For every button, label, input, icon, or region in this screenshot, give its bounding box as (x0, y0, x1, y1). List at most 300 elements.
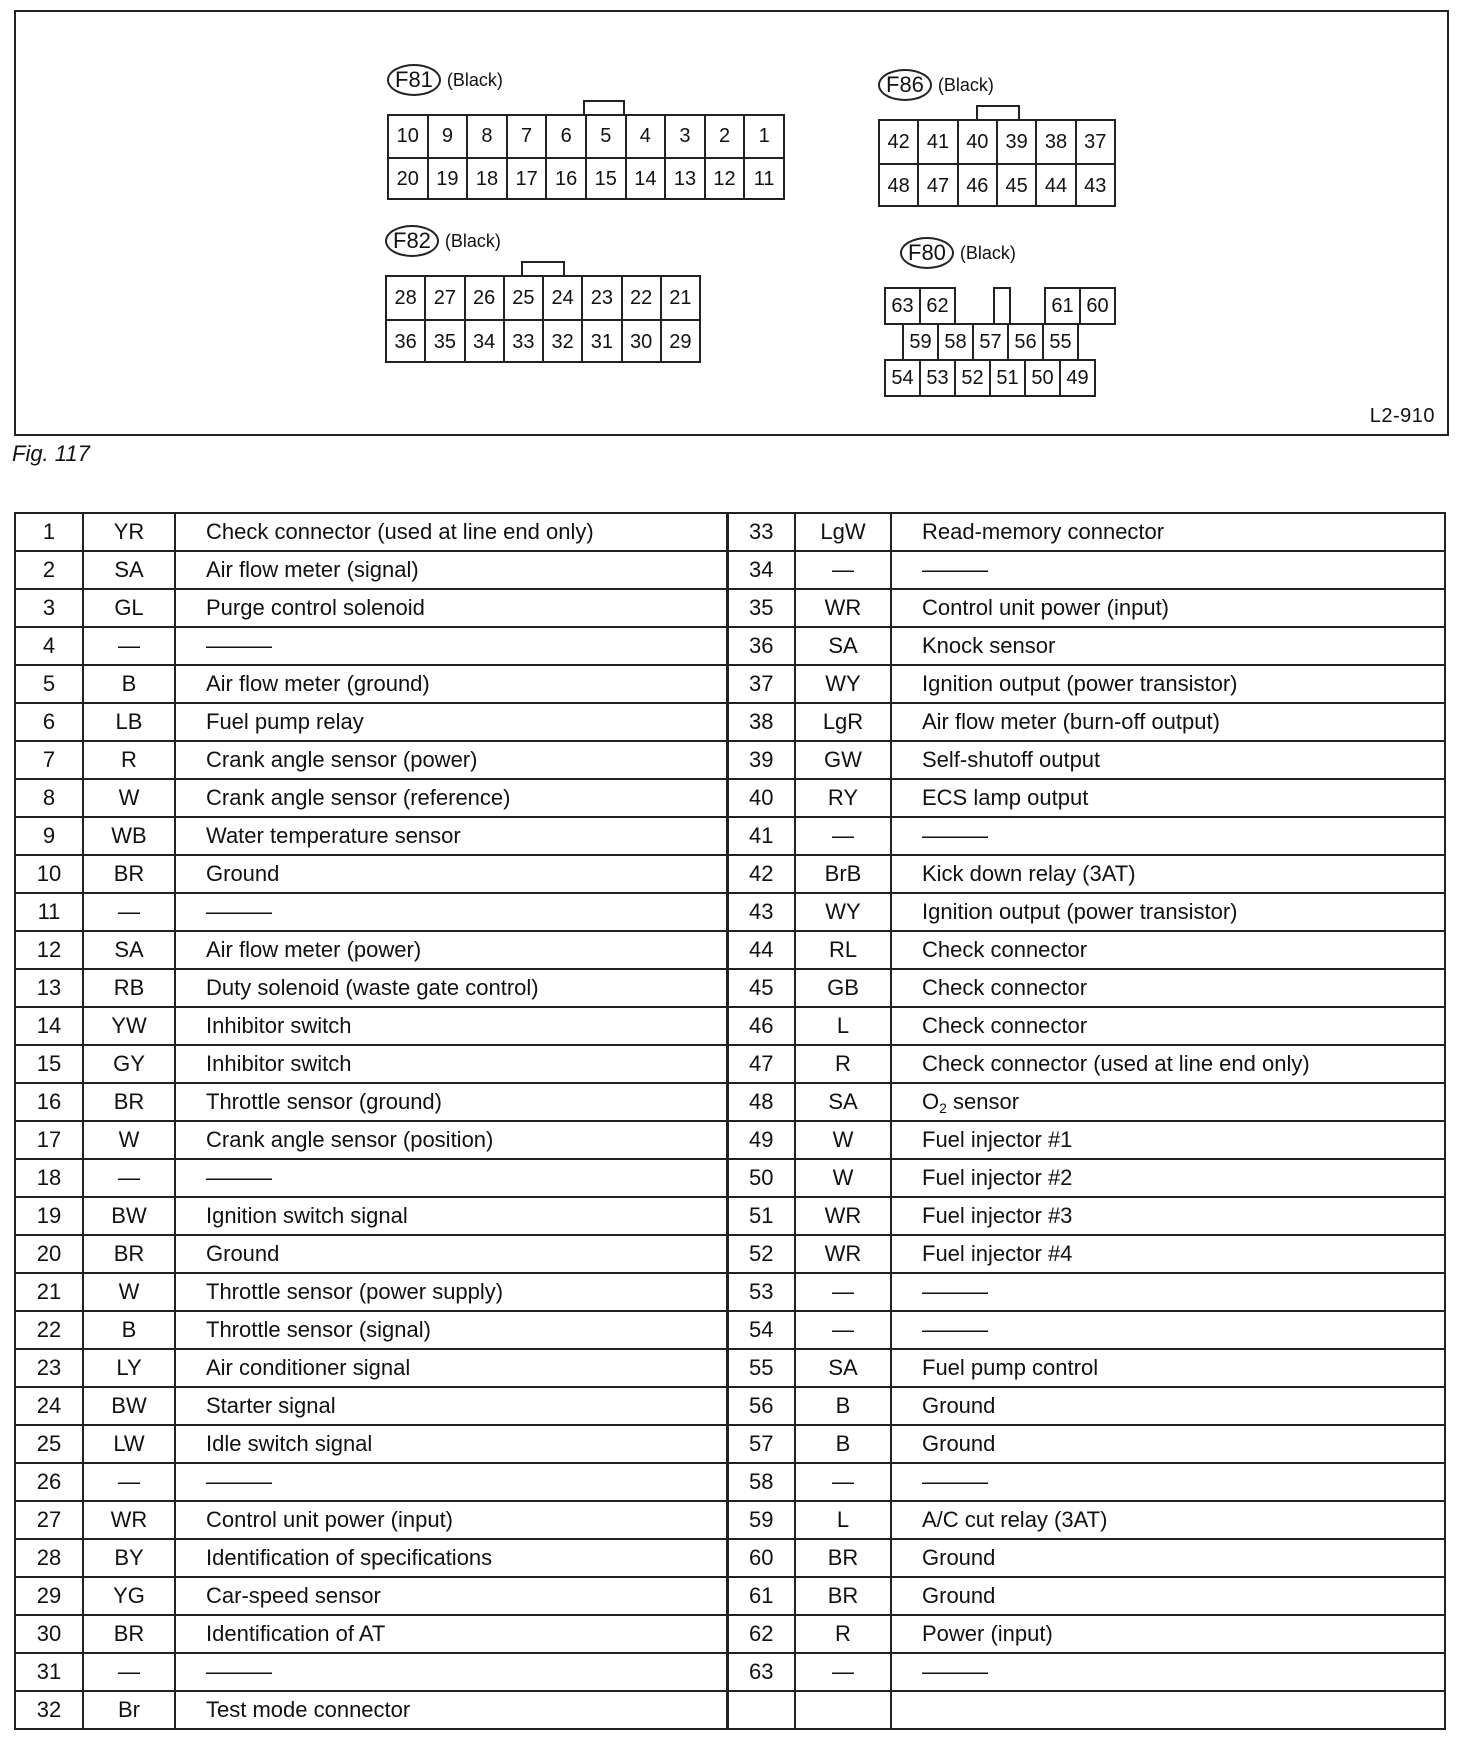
pin-cell: 40 (959, 121, 998, 163)
pin-number: 56 (727, 1387, 795, 1425)
pin-description: Ground (891, 1577, 1445, 1615)
wire-color: GY (83, 1045, 175, 1083)
wire-color: LgW (795, 513, 891, 551)
pin-number: 32 (15, 1691, 83, 1729)
connector-color: (Black) (959, 242, 1016, 263)
description-subscript: 2 (939, 1099, 947, 1116)
pin-cell: 34 (466, 321, 505, 363)
pin-number: 1 (15, 513, 83, 551)
pin-number: 35 (727, 589, 795, 627)
wire-color: L (795, 1501, 891, 1539)
pin-cell: 13 (666, 159, 706, 200)
pin-description: Air conditioner signal (175, 1349, 727, 1387)
pin-cell: 11 (753, 168, 775, 190)
pin-description: Check connector (used at line end only) (891, 1045, 1445, 1083)
wire-color: WY (795, 893, 891, 931)
wire-color: RB (83, 969, 175, 1007)
pin-number: 12 (15, 931, 83, 969)
wire-color: — (83, 1653, 175, 1691)
wire-color: SA (795, 1349, 891, 1387)
pin-number: 41 (727, 817, 795, 855)
wire-color: BR (83, 855, 175, 893)
wire-color: R (795, 1615, 891, 1653)
pin-cell: 57 (972, 323, 1009, 361)
table-row (15, 779, 1445, 817)
wire-color: WR (795, 1197, 891, 1235)
pin-description: Ground (175, 855, 727, 893)
pin-cell: 44 (1037, 165, 1076, 207)
pin-cell: 27 (426, 277, 465, 319)
table-row (15, 741, 1445, 779)
table-row (15, 969, 1445, 1007)
pin-cell: 37 (1084, 130, 1107, 153)
pin-cell: 43 (1084, 174, 1107, 197)
table-row (15, 627, 1445, 665)
pin-cell: 9 (429, 116, 469, 157)
wire-color: W (83, 1273, 175, 1311)
pin-cell: 18 (468, 159, 508, 200)
connector-figure (14, 10, 1449, 436)
figure-caption: Fig. 117 (12, 441, 90, 466)
pin-number: 51 (727, 1197, 795, 1235)
pin-cell: 15 (587, 159, 627, 200)
pin-cell: 16 (547, 159, 587, 200)
pin-cell: 23 (583, 277, 622, 319)
pin-number: 43 (727, 893, 795, 931)
pin-number: 23 (15, 1349, 83, 1387)
pin-cell: 39 (998, 121, 1037, 163)
pin-cell: 24 (544, 277, 583, 319)
wire-color: — (83, 627, 175, 665)
pin-number: 40 (727, 779, 795, 817)
pin-description: Check connector (891, 1007, 1445, 1045)
pin-number: 18 (15, 1159, 83, 1197)
pin-description: Check connector (891, 931, 1445, 969)
connector-color: (Black) (444, 230, 501, 251)
pin-description: Fuel injector #1 (891, 1121, 1445, 1159)
wire-color: WR (83, 1501, 175, 1539)
table-row (15, 1691, 1445, 1729)
pin-description: Air flow meter (ground) (175, 665, 727, 703)
pin-description: ——— (891, 1311, 1445, 1349)
wire-color: B (83, 665, 175, 703)
pin-number (727, 1691, 795, 1729)
table-row (15, 1083, 1445, 1121)
pin-number: 46 (727, 1007, 795, 1045)
wire-color: RL (795, 931, 891, 969)
table-row (15, 931, 1445, 969)
pin-description: Purge control solenoid (175, 589, 727, 627)
pin-description: ——— (175, 1653, 727, 1691)
wire-color: BrB (795, 855, 891, 893)
pin-cell: 8 (468, 116, 508, 157)
wire-color: — (795, 1311, 891, 1349)
pin-cell: 46 (959, 165, 998, 207)
pin-description: Ground (891, 1425, 1445, 1463)
pin-number: 14 (15, 1007, 83, 1045)
wire-color: WR (795, 589, 891, 627)
pin-description: Check connector (891, 969, 1445, 1007)
pin-number: 49 (727, 1121, 795, 1159)
pin-number: 38 (727, 703, 795, 741)
table-row (15, 1501, 1445, 1539)
wire-color: WB (83, 817, 175, 855)
pin-cell: 7 (508, 116, 548, 157)
pin-number: 45 (727, 969, 795, 1007)
pin-row-bottom (880, 163, 1114, 207)
pin-cell: 36 (387, 321, 426, 363)
pin-cell: 62 (919, 287, 956, 325)
pin-cell: 17 (508, 159, 548, 200)
pin-number: 22 (15, 1311, 83, 1349)
wire-color: GL (83, 589, 175, 627)
wire-color: GB (795, 969, 891, 1007)
table-row (15, 1311, 1445, 1349)
wire-color: — (795, 1463, 891, 1501)
pin-cell: 29 (669, 330, 692, 353)
pin-cell: 53 (919, 359, 956, 397)
table-row (15, 1425, 1445, 1463)
pin-cell: 49 (1059, 359, 1096, 397)
pin-assignment-table (14, 512, 1446, 1730)
pin-number: 33 (727, 513, 795, 551)
pin-number: 47 (727, 1045, 795, 1083)
connector-key (993, 287, 1011, 325)
pin-description: Ground (891, 1387, 1445, 1425)
wire-color: R (795, 1045, 891, 1083)
wire-color: — (83, 1159, 175, 1197)
pin-description: Power (input) (891, 1615, 1445, 1653)
description-text: O (922, 1088, 940, 1114)
pin-row-top (387, 277, 699, 319)
table-row (15, 893, 1445, 931)
table-row (15, 1653, 1445, 1691)
pin-description: Air flow meter (signal) (175, 551, 727, 589)
pin-description: Throttle sensor (signal) (175, 1311, 727, 1349)
wire-color: RY (795, 779, 891, 817)
pin-description: Ignition switch signal (175, 1197, 727, 1235)
pin-description: ——— (891, 817, 1445, 855)
pin-number: 4 (15, 627, 83, 665)
pin-number: 36 (727, 627, 795, 665)
pin-number: 17 (15, 1121, 83, 1159)
table-row (15, 1045, 1445, 1083)
description-text-after: sensor (946, 1088, 1020, 1114)
pin-description: Read-memory connector (891, 513, 1445, 551)
pin-description: Ground (891, 1539, 1445, 1577)
pin-description: Crank angle sensor (reference) (175, 779, 727, 817)
pin-number: 21 (15, 1273, 83, 1311)
wire-color: L (795, 1007, 891, 1045)
pin-cell: 19 (429, 159, 469, 200)
wire-color: R (83, 741, 175, 779)
pin-number: 37 (727, 665, 795, 703)
pin-description: Air flow meter (burn-off output) (891, 703, 1445, 741)
pin-cell: 63 (884, 287, 921, 325)
pin-description (891, 1691, 1445, 1729)
wire-color: W (795, 1121, 891, 1159)
pin-number: 44 (727, 931, 795, 969)
table-row (15, 1121, 1445, 1159)
pin-cell: 28 (387, 277, 426, 319)
wire-color: B (83, 1311, 175, 1349)
pin-number: 16 (15, 1083, 83, 1121)
pin-cell: 14 (627, 159, 667, 200)
pin-cell: 33 (505, 321, 544, 363)
pin-cell: 30 (623, 321, 662, 363)
pin-block (878, 119, 1116, 207)
pin-number: 42 (727, 855, 795, 893)
pin-number: 8 (15, 779, 83, 817)
pin-cell: 6 (547, 116, 587, 157)
pin-number: 63 (727, 1653, 795, 1691)
pin-description: Idle switch signal (175, 1425, 727, 1463)
pin-number: 15 (15, 1045, 83, 1083)
pin-cell: 21 (669, 286, 692, 309)
pin-number: 19 (15, 1197, 83, 1235)
wire-color: W (795, 1159, 891, 1197)
wire-color: BR (795, 1577, 891, 1615)
pin-cell: 38 (1037, 121, 1076, 163)
pin-number: 61 (727, 1577, 795, 1615)
pin-cell: 61 (1044, 287, 1081, 325)
pin-description: ——— (175, 893, 727, 931)
pin-number: 29 (15, 1577, 83, 1615)
connector-id: F82 (385, 225, 439, 257)
wire-color: GW (795, 741, 891, 779)
pin-cell: 51 (989, 359, 1026, 397)
pin-description: Crank angle sensor (power) (175, 741, 727, 779)
pin-row-bottom (387, 319, 699, 363)
pin-cell: 32 (544, 321, 583, 363)
pin-cell: 47 (919, 165, 958, 207)
wire-color (795, 1691, 891, 1729)
table-row (15, 1463, 1445, 1501)
pin-cell: 5 (587, 116, 627, 157)
pin-number: 25 (15, 1425, 83, 1463)
pin-row-top (389, 116, 783, 157)
connector-color: (Black) (446, 69, 503, 90)
pin-description: Starter signal (175, 1387, 727, 1425)
pin-number: 3 (15, 589, 83, 627)
wire-color: LB (83, 703, 175, 741)
table-row (15, 1349, 1445, 1387)
wire-color: WR (795, 1235, 891, 1273)
connector-id: F86 (878, 69, 932, 101)
pin-cell: 1 (758, 125, 770, 147)
pin-cell: 25 (505, 277, 544, 319)
connector-color: (Black) (937, 74, 994, 95)
wire-color: W (83, 779, 175, 817)
pin-description: Knock sensor (891, 627, 1445, 665)
pin-cell: 60 (1079, 287, 1116, 325)
wire-color: — (83, 1463, 175, 1501)
wire-color: W (83, 1121, 175, 1159)
wire-color: SA (83, 551, 175, 589)
wire-color: BR (795, 1539, 891, 1577)
pin-cell: 41 (919, 121, 958, 163)
table-row (15, 703, 1445, 741)
wire-color: LgR (795, 703, 891, 741)
table-row (15, 855, 1445, 893)
pin-description: Throttle sensor (power supply) (175, 1273, 727, 1311)
pin-description: Identification of specifications (175, 1539, 727, 1577)
table-row (15, 1273, 1445, 1311)
pin-number: 53 (727, 1273, 795, 1311)
table-row (15, 665, 1445, 703)
table-row (15, 1387, 1445, 1425)
pin-cell: 2 (706, 116, 746, 157)
pin-cell: 55 (1042, 323, 1079, 361)
pin-cell: 56 (1007, 323, 1044, 361)
table-row (15, 1159, 1445, 1197)
pin-description: ——— (175, 1159, 727, 1197)
pin-number: 10 (15, 855, 83, 893)
pin-cell: 4 (627, 116, 667, 157)
connector-id: F80 (900, 237, 954, 269)
pin-description: A/C cut relay (3AT) (891, 1501, 1445, 1539)
pin-description: Fuel injector #3 (891, 1197, 1445, 1235)
pin-cell: 26 (466, 277, 505, 319)
pin-number: 60 (727, 1539, 795, 1577)
pin-number: 11 (15, 893, 83, 931)
pin-description: Duty solenoid (waste gate control) (175, 969, 727, 1007)
wire-color: — (795, 1653, 891, 1691)
pin-number: 13 (15, 969, 83, 1007)
pin-description: ——— (175, 1463, 727, 1501)
pin-description: Air flow meter (power) (175, 931, 727, 969)
wire-color: — (795, 817, 891, 855)
wire-color: BR (83, 1083, 175, 1121)
pin-description (891, 1083, 1445, 1121)
pin-cell: 52 (954, 359, 991, 397)
pin-description: Crank angle sensor (position) (175, 1121, 727, 1159)
pin-cell: 58 (937, 323, 974, 361)
pin-cell: 59 (902, 323, 939, 361)
pin-cell: 20 (389, 159, 429, 200)
wire-color: Br (83, 1691, 175, 1729)
pin-number: 6 (15, 703, 83, 741)
pin-number: 62 (727, 1615, 795, 1653)
pin-cell: 48 (880, 165, 919, 207)
pin-description: Ignition output (power transistor) (891, 893, 1445, 931)
pin-number: 7 (15, 741, 83, 779)
wire-color: YR (83, 513, 175, 551)
pin-cell: 22 (623, 277, 662, 319)
table-row (15, 1615, 1445, 1653)
pin-number: 9 (15, 817, 83, 855)
pin-description: Inhibitor switch (175, 1045, 727, 1083)
pin-cell: 45 (998, 165, 1037, 207)
pin-description: Fuel pump control (891, 1349, 1445, 1387)
pin-description: ——— (175, 627, 727, 665)
pin-number: 52 (727, 1235, 795, 1273)
table-row (15, 589, 1445, 627)
table-row (15, 817, 1445, 855)
pin-description: Ground (175, 1235, 727, 1273)
pin-cell: 10 (389, 116, 429, 157)
pin-number: 5 (15, 665, 83, 703)
wire-color: SA (795, 627, 891, 665)
pin-number: 54 (727, 1311, 795, 1349)
pin-number: 27 (15, 1501, 83, 1539)
pin-description: Throttle sensor (ground) (175, 1083, 727, 1121)
wire-color: — (83, 893, 175, 931)
pin-description: ——— (891, 551, 1445, 589)
pin-number: 20 (15, 1235, 83, 1273)
pin-description: Fuel pump relay (175, 703, 727, 741)
pin-description: Control unit power (input) (175, 1501, 727, 1539)
pin-number: 34 (727, 551, 795, 589)
pin-cell: 31 (583, 321, 622, 363)
table-row (15, 1577, 1445, 1615)
pin-description: Inhibitor switch (175, 1007, 727, 1045)
pin-description: ——— (891, 1463, 1445, 1501)
pin-number: 28 (15, 1539, 83, 1577)
pin-number: 58 (727, 1463, 795, 1501)
table-row (15, 1539, 1445, 1577)
pin-row-top (880, 121, 1114, 163)
wire-color: YG (83, 1577, 175, 1615)
table-row (15, 513, 1445, 551)
pin-number: 26 (15, 1463, 83, 1501)
table-row (15, 1197, 1445, 1235)
pin-cell: 50 (1024, 359, 1061, 397)
pin-description: Self-shutoff output (891, 741, 1445, 779)
wire-color: SA (83, 931, 175, 969)
pin-row-bottom (389, 157, 783, 200)
pin-description: Water temperature sensor (175, 817, 727, 855)
pin-number: 50 (727, 1159, 795, 1197)
wire-color: BR (83, 1235, 175, 1273)
pin-cell: 54 (884, 359, 921, 397)
wire-color: BW (83, 1387, 175, 1425)
pin-description: Check connector (used at line end only) (175, 513, 727, 551)
pin-number: 2 (15, 551, 83, 589)
wire-color: — (795, 1273, 891, 1311)
pin-number: 31 (15, 1653, 83, 1691)
pin-description: Ignition output (power transistor) (891, 665, 1445, 703)
pin-description: Fuel injector #4 (891, 1235, 1445, 1273)
pin-cell: 3 (666, 116, 706, 157)
pin-number: 30 (15, 1615, 83, 1653)
pin-description: ——— (891, 1273, 1445, 1311)
wire-color: — (795, 551, 891, 589)
table-row (15, 551, 1445, 589)
pin-description: Test mode connector (175, 1691, 727, 1729)
pin-description: ECS lamp output (891, 779, 1445, 817)
wire-color: SA (795, 1083, 891, 1121)
pin-description: Identification of AT (175, 1615, 727, 1653)
pin-number: 59 (727, 1501, 795, 1539)
wire-color: LW (83, 1425, 175, 1463)
pin-number: 57 (727, 1425, 795, 1463)
pin-description: Fuel injector #2 (891, 1159, 1445, 1197)
connector-id: F81 (387, 64, 441, 96)
pin-description: Control unit power (input) (891, 589, 1445, 627)
wire-color: BR (83, 1615, 175, 1653)
pin-number: 39 (727, 741, 795, 779)
pin-number: 55 (727, 1349, 795, 1387)
wire-color: B (795, 1387, 891, 1425)
pin-cell: 12 (706, 159, 746, 200)
pin-description: Kick down relay (3AT) (891, 855, 1445, 893)
pin-description: Car-speed sensor (175, 1577, 727, 1615)
figure-code: L2-910 (1369, 405, 1435, 427)
pin-description: ——— (891, 1653, 1445, 1691)
pin-block (385, 275, 701, 363)
pin-block (387, 114, 785, 200)
